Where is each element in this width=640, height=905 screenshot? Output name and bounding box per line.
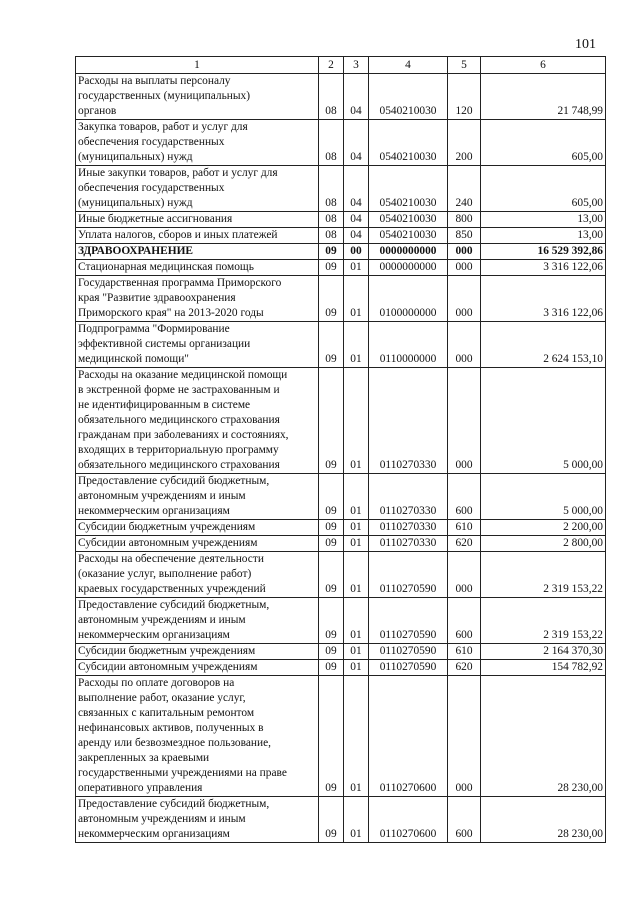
row-target-article-cell: 0110270590: [369, 644, 448, 660]
table-row: [76, 228, 606, 244]
table-row: [76, 322, 606, 368]
row-expense-type-cell: 610: [448, 520, 481, 536]
row-name-cell: Уплата налогов, сборов и иных платежей: [76, 228, 319, 244]
row-subsection-cell: 04: [344, 120, 369, 166]
row-target-article-cell: 0110270590: [369, 598, 448, 644]
row-target-article-cell: 0110270600: [369, 676, 448, 797]
row-subsection-cell: 01: [344, 520, 369, 536]
row-target-article-cell: 0540210030: [369, 228, 448, 244]
row-amount-cell: 605,00: [481, 166, 606, 212]
row-section-cell: 09: [319, 797, 344, 843]
row-target-article-cell: 0110270590: [369, 552, 448, 598]
row-amount-cell: 5 000,00: [481, 368, 606, 474]
header-col-3: 3: [344, 57, 369, 74]
table-row: [76, 644, 606, 660]
row-section-cell: 09: [319, 536, 344, 552]
row-target-article-cell: 0540210030: [369, 120, 448, 166]
row-subsection-cell: 04: [344, 74, 369, 120]
row-name-cell: Иные закупки товаров, работ и услуг для обеспечения государственных (муниципальных) нужд: [76, 166, 319, 212]
row-name-cell: Расходы по оплате договоров на выполнение работ, оказание услуг, связанных с капитальным ремонтом нефинансовых активов, полученных в аренду или безвозмездное пользование, закрепленных за краевыми государственными учреждениями на праве оперативного управления: [76, 676, 319, 797]
row-name-cell: Закупка товаров, работ и услуг для обеспечения государственных (муниципальных) нужд: [76, 120, 319, 166]
row-name-cell: Субсидии бюджетным учреждениям: [76, 644, 319, 660]
row-name-cell: Расходы на оказание медицинской помощи в экстренной форме не застрахованным и не идентифицированным в системе обязательного медицинского страхования гражданам при заболеваниях и состояниях, входящих в территориальную программу обязательного медицинского страхования: [76, 368, 319, 474]
header-row: [76, 57, 606, 74]
row-subsection-cell: 01: [344, 552, 369, 598]
row-expense-type-cell: 000: [448, 676, 481, 797]
row-expense-type-cell: 000: [448, 552, 481, 598]
page-number: 101: [575, 37, 596, 52]
row-expense-type-cell: 800: [448, 212, 481, 228]
row-name-cell: Субсидии автономным учреждениям: [76, 536, 319, 552]
table-row: [76, 676, 606, 797]
row-section-cell: 09: [319, 474, 344, 520]
row-target-article-cell: 0110270330: [369, 368, 448, 474]
row-amount-cell: 3 316 122,06: [481, 260, 606, 276]
row-section-cell: 09: [319, 368, 344, 474]
row-section-cell: 08: [319, 120, 344, 166]
row-name-cell: Государственная программа Приморского края "Развитие здравоохранения Приморского края" на 2013-2020 годы: [76, 276, 319, 322]
table-row: [76, 74, 606, 120]
row-expense-type-cell: 000: [448, 244, 481, 260]
row-name-cell: Предоставление субсидий бюджетным, автономным учреждениям и иным некоммерческим организациям: [76, 797, 319, 843]
table-row: [76, 120, 606, 166]
row-section-cell: 09: [319, 244, 344, 260]
row-amount-cell: 28 230,00: [481, 676, 606, 797]
row-subsection-cell: 01: [344, 260, 369, 276]
row-subsection-cell: 04: [344, 228, 369, 244]
row-subsection-cell: 01: [344, 598, 369, 644]
row-target-article-cell: 0110270330: [369, 536, 448, 552]
table-row: [76, 520, 606, 536]
row-subsection-cell: 01: [344, 676, 369, 797]
row-name-cell: Расходы на обеспечение деятельности (оказание услуг, выполнение работ) краевых государственных учреждений: [76, 552, 319, 598]
row-amount-cell: 2 200,00: [481, 520, 606, 536]
row-expense-type-cell: 600: [448, 797, 481, 843]
row-section-cell: 09: [319, 644, 344, 660]
row-subsection-cell: 01: [344, 660, 369, 676]
row-target-article-cell: 0110270330: [369, 520, 448, 536]
header-col-5: 5: [448, 57, 481, 74]
table-row: [76, 276, 606, 322]
row-amount-cell: 2 800,00: [481, 536, 606, 552]
row-section-cell: 09: [319, 676, 344, 797]
row-subsection-cell: 01: [344, 474, 369, 520]
row-name-cell: Подпрограмма "Формирование эффективной системы организации медицинской помощи": [76, 322, 319, 368]
row-expense-type-cell: 600: [448, 598, 481, 644]
row-subsection-cell: 01: [344, 536, 369, 552]
row-amount-cell: 5 000,00: [481, 474, 606, 520]
table-row: [76, 598, 606, 644]
row-subsection-cell: 01: [344, 797, 369, 843]
row-amount-cell: 16 529 392,86: [481, 244, 606, 260]
table-row: [76, 797, 606, 843]
row-subsection-cell: 00: [344, 244, 369, 260]
table-row: [76, 552, 606, 598]
row-amount-cell: 154 782,92: [481, 660, 606, 676]
row-target-article-cell: 0540210030: [369, 166, 448, 212]
row-section-cell: 09: [319, 276, 344, 322]
row-section-cell: 08: [319, 166, 344, 212]
row-subsection-cell: 04: [344, 166, 369, 212]
header-col-2: 2: [319, 57, 344, 74]
row-expense-type-cell: 000: [448, 368, 481, 474]
row-name-cell: Иные бюджетные ассигнования: [76, 212, 319, 228]
row-name-cell: ЗДРАВООХРАНЕНИЕ: [76, 244, 319, 260]
table-row: [76, 166, 606, 212]
row-section-cell: 09: [319, 520, 344, 536]
table-row: [76, 660, 606, 676]
row-section-cell: 08: [319, 74, 344, 120]
row-amount-cell: 2 624 153,10: [481, 322, 606, 368]
row-amount-cell: 21 748,99: [481, 74, 606, 120]
table-row: [76, 260, 606, 276]
row-target-article-cell: 0110000000: [369, 322, 448, 368]
row-target-article-cell: 0100000000: [369, 276, 448, 322]
row-target-article-cell: 0000000000: [369, 260, 448, 276]
row-target-article-cell: 0540210030: [369, 74, 448, 120]
row-amount-cell: 2 319 153,22: [481, 598, 606, 644]
row-amount-cell: 2 164 370,30: [481, 644, 606, 660]
row-expense-type-cell: 610: [448, 644, 481, 660]
row-expense-type-cell: 000: [448, 260, 481, 276]
table-row: [76, 474, 606, 520]
row-expense-type-cell: 240: [448, 166, 481, 212]
budget-table: [75, 56, 606, 843]
row-subsection-cell: 01: [344, 276, 369, 322]
row-amount-cell: 3 316 122,06: [481, 276, 606, 322]
table-row: [76, 212, 606, 228]
table-row: [76, 244, 606, 260]
row-amount-cell: 28 230,00: [481, 797, 606, 843]
row-expense-type-cell: 120: [448, 74, 481, 120]
row-amount-cell: 13,00: [481, 228, 606, 244]
row-expense-type-cell: 600: [448, 474, 481, 520]
row-expense-type-cell: 200: [448, 120, 481, 166]
table-row: [76, 536, 606, 552]
row-expense-type-cell: 850: [448, 228, 481, 244]
row-expense-type-cell: 620: [448, 660, 481, 676]
row-section-cell: 08: [319, 228, 344, 244]
row-section-cell: 09: [319, 552, 344, 598]
row-target-article-cell: 0110270590: [369, 660, 448, 676]
row-name-cell: Расходы на выплаты персоналу государственных (муниципальных) органов: [76, 74, 319, 120]
row-expense-type-cell: 000: [448, 322, 481, 368]
row-subsection-cell: 01: [344, 322, 369, 368]
row-section-cell: 09: [319, 598, 344, 644]
row-name-cell: Субсидии бюджетным учреждениям: [76, 520, 319, 536]
row-name-cell: Предоставление субсидий бюджетным, автономным учреждениям и иным некоммерческим организациям: [76, 598, 319, 644]
row-section-cell: 08: [319, 212, 344, 228]
row-section-cell: 09: [319, 322, 344, 368]
row-target-article-cell: 0110270600: [369, 797, 448, 843]
row-expense-type-cell: 620: [448, 536, 481, 552]
row-subsection-cell: 01: [344, 644, 369, 660]
header-col-1: 1: [76, 57, 319, 74]
row-name-cell: Стационарная медицинская помощь: [76, 260, 319, 276]
row-target-article-cell: 0110270330: [369, 474, 448, 520]
row-expense-type-cell: 000: [448, 276, 481, 322]
row-subsection-cell: 01: [344, 368, 369, 474]
row-amount-cell: 2 319 153,22: [481, 552, 606, 598]
row-section-cell: 09: [319, 660, 344, 676]
row-target-article-cell: 0000000000: [369, 244, 448, 260]
row-section-cell: 09: [319, 260, 344, 276]
header-col-6: 6: [481, 57, 606, 74]
table-row: [76, 368, 606, 474]
row-name-cell: Предоставление субсидий бюджетным, автономным учреждениям и иным некоммерческим организациям: [76, 474, 319, 520]
row-amount-cell: 605,00: [481, 120, 606, 166]
row-subsection-cell: 04: [344, 212, 369, 228]
header-col-4: 4: [369, 57, 448, 74]
row-name-cell: Субсидии автономным учреждениям: [76, 660, 319, 676]
row-amount-cell: 13,00: [481, 212, 606, 228]
row-target-article-cell: 0540210030: [369, 212, 448, 228]
